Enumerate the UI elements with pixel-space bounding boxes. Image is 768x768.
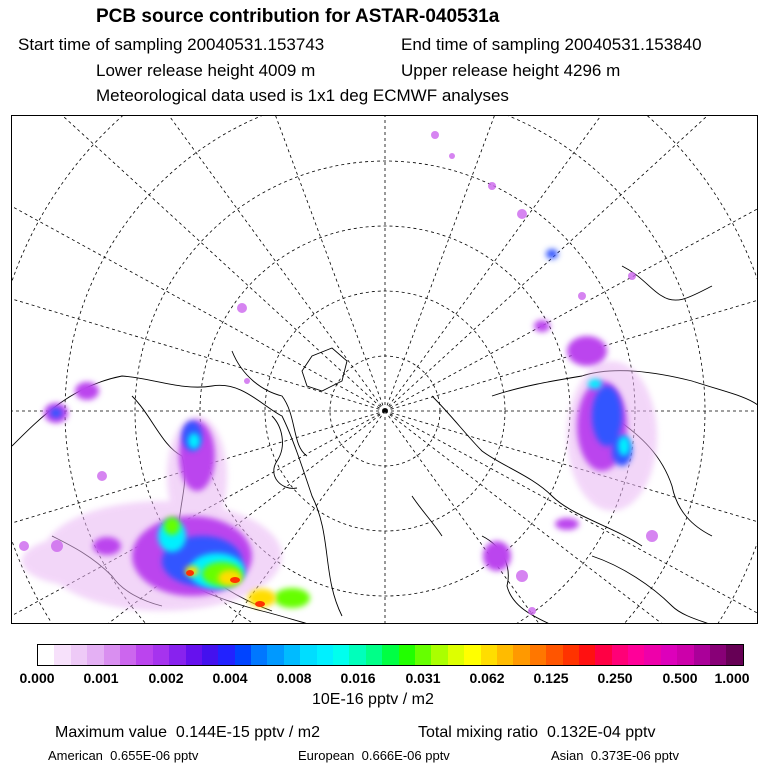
scale-tick: 0.001 [83, 670, 119, 686]
color-scale-segment [530, 645, 546, 665]
color-scale-segment [481, 645, 497, 665]
color-scale-segment [218, 645, 234, 665]
asian-value: 0.373E-06 pptv [590, 748, 679, 763]
upper-height-label: Upper release height [401, 61, 559, 80]
color-scale-segment [235, 645, 251, 665]
color-scale-segment [153, 645, 169, 665]
start-time-value: 20040531.153743 [187, 35, 325, 54]
scale-tick: 0.004 [212, 670, 248, 686]
color-scale-segment [628, 645, 644, 665]
scale-tick: 0.125 [533, 670, 569, 686]
color-scale-segment [104, 645, 120, 665]
color-scale-segment [677, 645, 693, 665]
lower-height-label: Lower release height [96, 61, 254, 80]
color-scale-segment [710, 645, 726, 665]
color-scale-segment [399, 645, 415, 665]
european-contribution [298, 748, 450, 763]
color-scale-segment [595, 645, 611, 665]
end-time-value: 20040531.153840 [564, 35, 702, 54]
color-scale-segment [267, 645, 283, 665]
start-time-label: Start time of sampling [18, 35, 183, 54]
color-scale-segment [71, 645, 87, 665]
color-scale-segment [87, 645, 103, 665]
color-scale-segment [349, 645, 365, 665]
color-scale-segment [366, 645, 382, 665]
color-scale-segment [579, 645, 595, 665]
color-scale-segment [169, 645, 185, 665]
upper-height-value: 4296 m [563, 61, 621, 80]
concentration-field [19, 131, 658, 615]
american-contribution [48, 748, 198, 763]
total-mixing-label: Total mixing ratio [418, 724, 539, 741]
total-mixing-ratio [418, 724, 655, 742]
color-scale-segment [251, 645, 267, 665]
end-time-label: End time of sampling [401, 35, 560, 54]
lower-height-value: 4009 m [258, 61, 316, 80]
maximum-value [55, 724, 320, 742]
color-scale-segment [612, 645, 628, 665]
scale-tick: 0.250 [597, 670, 633, 686]
scale-tick: 0.016 [340, 670, 376, 686]
color-scale-segment [415, 645, 431, 665]
european-label: European [298, 748, 355, 763]
color-scale-segment [644, 645, 660, 665]
start-time [18, 35, 324, 55]
color-scale-segment [202, 645, 218, 665]
asian-contribution [551, 748, 679, 763]
color-scale-segment [448, 645, 464, 665]
color-scale-segment [726, 645, 742, 665]
color-scale-segment [464, 645, 480, 665]
polar-map [11, 115, 758, 624]
scale-tick: 0.500 [662, 670, 698, 686]
color-scale-segment [694, 645, 710, 665]
color-scale-segment [186, 645, 202, 665]
scale-tick: 0.002 [148, 670, 184, 686]
maximum-value-number: 0.144E-15 pptv / m2 [175, 724, 321, 741]
color-scale-segment [284, 645, 300, 665]
color-scale-segment [300, 645, 316, 665]
total-mixing-value: 0.132E-04 pptv [546, 724, 656, 741]
color-scale-segment [382, 645, 398, 665]
color-scale-bar [37, 644, 744, 666]
lower-release-height [96, 61, 315, 81]
color-scale-segment [513, 645, 529, 665]
color-scale-segment [497, 645, 513, 665]
maximum-value-label: Maximum value [55, 724, 168, 741]
scale-unit: 10E-16 pptv / m2 [312, 691, 434, 708]
meteorological-note: Meteorological data used is 1x1 deg ECMWF analyses [96, 86, 509, 105]
color-scale-segment [333, 645, 349, 665]
color-scale-segment [136, 645, 152, 665]
color-scale-segment [431, 645, 447, 665]
scale-tick: 0.062 [469, 670, 505, 686]
upper-release-height [401, 61, 620, 81]
end-time [401, 35, 702, 55]
scale-tick: 0.008 [276, 670, 312, 686]
color-scale-segment [563, 645, 579, 665]
scale-tick: 1.000 [714, 670, 750, 686]
european-value: 0.666E-06 pptv [361, 748, 450, 763]
american-label: American [48, 748, 103, 763]
color-scale-segment [546, 645, 562, 665]
american-value: 0.655E-06 pptv [110, 748, 199, 763]
color-scale-segment [317, 645, 333, 665]
color-scale-segment [661, 645, 677, 665]
scale-tick: 0.031 [405, 670, 441, 686]
scale-tick: 0.000 [19, 670, 55, 686]
color-scale-segment [120, 645, 136, 665]
color-scale-segment [38, 645, 54, 665]
map-title: PCB source contribution for ASTAR-040531a [96, 6, 500, 27]
map-graphic [12, 116, 758, 624]
asian-label: Asian [551, 748, 584, 763]
color-scale-segment [54, 645, 70, 665]
